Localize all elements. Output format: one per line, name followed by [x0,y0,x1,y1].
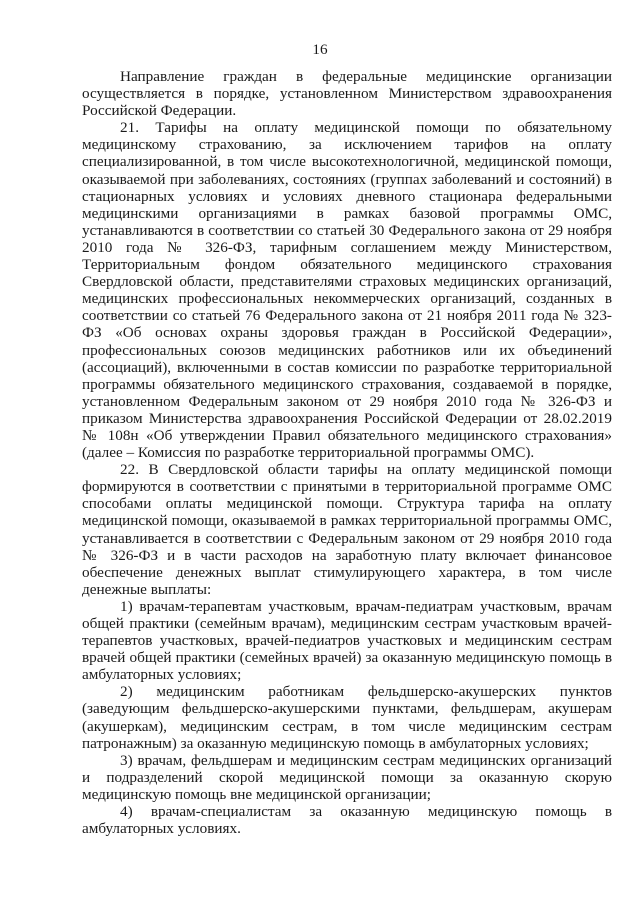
paragraph-subitem-3: 3) врачам, фельдшерам и медицинским сестрам медицинских организаций и подразделений скорой медицинской помощи за оказанную скорую медицинскую помощь вне медицинской организации; [82,751,612,803]
paragraph-item-21: 21. Тарифы на оплату медицинской помощи по обязательному медицинскому страхованию, за исключением тарифов на оплату специализированной, в том числе высокотехнологичной, медицинской помощи, оказываемой при заболеваниях, состояниях (группах заболеваний и состояний) в стационарных условиях и условиях дневного стационара федеральными медицинскими организациями в рамках базовой программы ОМС, устанавливаются в соответствии со статьей 30 Федерального закона от 29 ноября 2010 года № 326-ФЗ, тарифным соглашением между Министерством, Территориальным фондом обязательного медицинского страхования Свердловской области, представителями страховых медицинских организаций, медицинских профессиональных некоммерческих организаций, созданных в соответствии со статьей 76 Федерального закона от 21 ноября 2011 года № 323-ФЗ «Об основах охраны здоровья граждан в Российской Федерации», профессиональных союзов медицинских работников или их объединений (ассоциаций), включенными в состав комиссии по разработке территориальной программы обязательного медицинского страхования, создаваемой в порядке, установленном Федеральным законом от 29 ноября 2010 года № 326-ФЗ и приказом Министерства здравоохранения Российской Федерации от 28.02.2019 № 108н «Об утверждении Правил обязательного медицинского страхования» (далее – Комиссия по разработке территориальной программы ОМС). [82,119,612,462]
paragraph-subitem-4: 4) врачам-специалистам за оказанную медицинскую помощь в амбулаторных условиях. [82,803,612,838]
document-body [82,68,612,837]
page-number: 16 [312,41,328,58]
paragraph-subitem-1: 1) врачам-терапевтам участковым, врачам-педиатрам участковым, врачам общей практики (семейным врачам), медицинским сестрам участковым врачей-терапевтов участковых, врачей-педиатров участковых и медицинским сестрам врачей общей практики (семейных врачей) за оказанную медицинскую помощь в амбулаторных условиях; [82,597,612,684]
paragraph-subitem-2: 2) медицинским работникам фельдшерско-акушерских пунктов (заведующим фельдшерско-акушерскими пунктами, фельдшерам, акушерам (акушеркам), медицинским сестрам, в том числе медицинским сестрам патронажным) за оказанную медицинскую помощь в амбулаторных условиях; [82,683,612,752]
paragraph-referral: Направление граждан в федеральные медицинские организации осуществляется в порядке, установленном Министерством здравоохранения Российской Федерации. [82,68,612,120]
paragraph-item-22: 22. В Свердловской области тарифы на оплату медицинской помощи формируются в соответствии с принятыми в территориальной программе ОМС способами оплаты медицинской помощи. Структура тарифа на оплату медицинской помощи, оказываемой в рамках территориальной программы ОМС, устанавливается в соответствии с Федеральным законом от 29 ноября 2010 года № 326-ФЗ и в части расходов на заработную плату включает финансовое обеспечение денежных выплат стимулирующего характера, в том числе денежные выплаты: [82,461,612,598]
